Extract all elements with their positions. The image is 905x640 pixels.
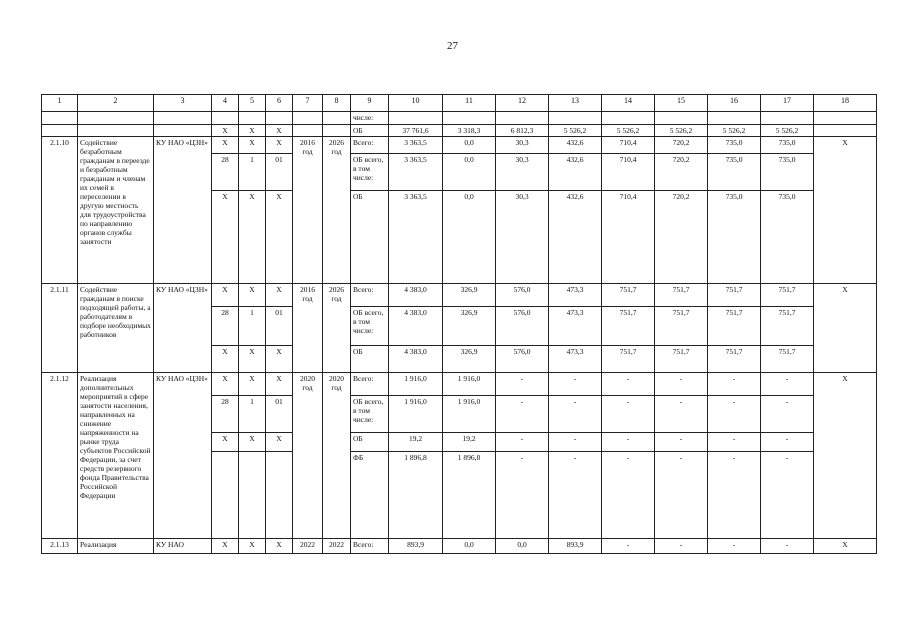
value-cell: 5 526,2 <box>708 125 761 137</box>
table-cell <box>293 125 323 137</box>
value-cell: 5 526,2 <box>549 125 602 137</box>
value-cell: 751,7 <box>602 307 655 346</box>
value-cell: 19,2 <box>389 433 443 452</box>
code-cell: X <box>212 433 239 452</box>
funding-source: Всего: <box>351 137 389 154</box>
funding-source: ОБ <box>351 433 389 452</box>
funding-source: ОБ всего, в том числе: <box>351 307 389 346</box>
value-cell: 1 896,8 <box>443 452 496 539</box>
value-cell: - <box>708 433 761 452</box>
value-cell: 3 363,5 <box>389 191 443 284</box>
value-cell: 751,7 <box>708 284 761 307</box>
code-cell: X <box>266 191 293 284</box>
value-cell: 473,3 <box>549 284 602 307</box>
column-header: 1 <box>42 95 78 112</box>
value-cell: 0,0 <box>443 539 496 554</box>
value-cell: - <box>602 452 655 539</box>
code-cell <box>239 452 266 539</box>
value-cell: - <box>602 433 655 452</box>
value-cell: 5 526,2 <box>761 125 814 137</box>
value-cell: 735,0 <box>761 137 814 154</box>
value-cell: - <box>655 539 708 554</box>
end-year: 2026 год <box>323 284 351 373</box>
code-cell: X <box>266 125 293 137</box>
page-number: 27 <box>447 40 458 52</box>
value-cell: - <box>602 396 655 433</box>
item-name: Реализация дополнительных мероприятий в сфере занятости населения, направленных на снижение напряженности на рынке труда субъектов Российской Федерации, за счет средств резервного фонда Правительства Российской Федерации <box>78 373 154 539</box>
value-cell: 751,7 <box>761 284 814 307</box>
code-cell: X <box>212 373 239 396</box>
funding-source: числе: <box>351 112 389 125</box>
code-cell: X <box>212 346 239 373</box>
value-cell: 735,0 <box>708 191 761 284</box>
value-cell: - <box>549 396 602 433</box>
value-cell: - <box>761 396 814 433</box>
code-cell: 1 <box>239 307 266 346</box>
column-header: 11 <box>443 95 496 112</box>
value-cell: 576,0 <box>496 346 549 373</box>
table-cell <box>42 125 78 137</box>
value-cell: 37 761,6 <box>389 125 443 137</box>
value-cell: 710,4 <box>602 154 655 191</box>
value-cell: - <box>761 373 814 396</box>
item-name: Содействие гражданам в поиске подходящей работы, а работодателям в подборе необходимых работников <box>78 284 154 373</box>
code-cell: X <box>266 137 293 154</box>
code-cell: 1 <box>239 154 266 191</box>
value-cell: 735,0 <box>761 154 814 191</box>
value-cell: - <box>761 433 814 452</box>
value-cell: 473,3 <box>549 307 602 346</box>
executor: КУ НАО «ЦЗН» <box>154 137 212 284</box>
value-cell: 3 363,5 <box>389 154 443 191</box>
funding-source: Всего: <box>351 284 389 307</box>
value-cell: 1 916,0 <box>389 396 443 433</box>
value-cell: 0,0 <box>496 539 549 554</box>
value-cell: 735,0 <box>708 137 761 154</box>
value-cell: 19,2 <box>443 433 496 452</box>
item-number: 2.1.12 <box>42 373 78 539</box>
start-year: 2022 <box>293 539 323 554</box>
column-header: 10 <box>389 95 443 112</box>
table-cell <box>323 125 351 137</box>
value-cell: 326,9 <box>443 307 496 346</box>
table-cell <box>293 112 323 125</box>
code-cell: X <box>212 125 239 137</box>
table-cell <box>549 112 602 125</box>
table-cell <box>389 112 443 125</box>
start-year: 2016 год <box>293 284 323 373</box>
value-cell: 1 916,0 <box>443 396 496 433</box>
value-cell: - <box>655 373 708 396</box>
value-cell: - <box>496 396 549 433</box>
item-number: 2.1.13 <box>42 539 78 554</box>
value-cell: 710,4 <box>602 137 655 154</box>
value-cell: 751,7 <box>761 307 814 346</box>
value-cell: 735,0 <box>761 191 814 284</box>
code-cell: 1 <box>239 396 266 433</box>
table-cell <box>239 112 266 125</box>
code-cell: X <box>212 191 239 284</box>
value-cell: 1 916,0 <box>443 373 496 396</box>
value-cell: - <box>708 539 761 554</box>
item-number: 2.1.11 <box>42 284 78 373</box>
column-header: 12 <box>496 95 549 112</box>
funding-source: Всего: <box>351 373 389 396</box>
value-cell: 751,7 <box>708 307 761 346</box>
item-name: Реализация <box>78 539 154 554</box>
value-cell: 751,7 <box>602 346 655 373</box>
value-cell: 3 363,5 <box>389 137 443 154</box>
column-header: 7 <box>293 95 323 112</box>
value-cell: - <box>708 373 761 396</box>
table-cell <box>154 125 212 137</box>
executor: КУ НАО <box>154 539 212 554</box>
value-cell: 0,0 <box>443 137 496 154</box>
value-cell: 326,9 <box>443 284 496 307</box>
item-number: 2.1.10 <box>42 137 78 284</box>
value-cell: 751,7 <box>655 346 708 373</box>
column-header: 13 <box>549 95 602 112</box>
note-cell: X <box>814 373 877 539</box>
funding-source: Всего: <box>351 539 389 554</box>
code-cell: X <box>266 539 293 554</box>
value-cell: 0,0 <box>443 191 496 284</box>
column-header: 4 <box>212 95 239 112</box>
table-row <box>42 284 877 307</box>
value-cell: - <box>496 452 549 539</box>
funding-source: ОБ <box>351 191 389 284</box>
code-cell: X <box>266 433 293 452</box>
value-cell: - <box>496 373 549 396</box>
value-cell: 751,7 <box>708 346 761 373</box>
value-cell: 751,7 <box>602 284 655 307</box>
value-cell: 30,3 <box>496 137 549 154</box>
value-cell: - <box>708 452 761 539</box>
value-cell: - <box>761 452 814 539</box>
value-cell: 4 383,0 <box>389 307 443 346</box>
code-cell <box>212 452 239 539</box>
value-cell: 735,0 <box>708 154 761 191</box>
table-cell <box>814 112 877 125</box>
code-cell: 28 <box>212 154 239 191</box>
value-cell: 0,0 <box>443 154 496 191</box>
table-cell <box>496 112 549 125</box>
value-cell: - <box>655 452 708 539</box>
column-header: 15 <box>655 95 708 112</box>
code-cell: X <box>239 137 266 154</box>
table-cell <box>212 112 239 125</box>
value-cell: - <box>549 373 602 396</box>
value-cell: - <box>549 452 602 539</box>
funding-source: ОБ всего, в том числе: <box>351 154 389 191</box>
header-row <box>42 95 877 112</box>
table-row <box>42 125 877 137</box>
code-cell: 01 <box>266 396 293 433</box>
value-cell: 710,4 <box>602 191 655 284</box>
value-cell: 6 812,3 <box>496 125 549 137</box>
code-cell: X <box>239 191 266 284</box>
value-cell: 1 896,8 <box>389 452 443 539</box>
table-row <box>42 112 877 125</box>
value-cell: 720,2 <box>655 137 708 154</box>
value-cell: 30,3 <box>496 191 549 284</box>
code-cell <box>266 452 293 539</box>
value-cell: - <box>708 396 761 433</box>
executor: КУ НАО «ЦЗН» <box>154 284 212 373</box>
value-cell: 4 383,0 <box>389 284 443 307</box>
value-cell: 432,6 <box>549 154 602 191</box>
table-cell <box>154 112 212 125</box>
table-cell <box>708 112 761 125</box>
item-name: Содействие безработным гражданам в переезде и безработным гражданам и членам их семей в переселении в другую местность для трудоустройства по направлению органов службы занятости <box>78 137 154 284</box>
table-cell <box>266 112 293 125</box>
funding-source: ОБ всего, в том числе: <box>351 396 389 433</box>
executor: КУ НАО «ЦЗН» <box>154 373 212 539</box>
table-row <box>42 539 877 554</box>
code-cell: X <box>212 284 239 307</box>
end-year: 2026 год <box>323 137 351 284</box>
code-cell: X <box>212 539 239 554</box>
code-cell: X <box>239 346 266 373</box>
column-header: 8 <box>323 95 351 112</box>
code-cell: X <box>239 284 266 307</box>
value-cell: 720,2 <box>655 154 708 191</box>
column-header: 2 <box>78 95 154 112</box>
column-header: 16 <box>708 95 761 112</box>
table-cell <box>761 112 814 125</box>
code-cell: X <box>212 137 239 154</box>
funding-source: ФБ <box>351 452 389 539</box>
value-cell: - <box>761 539 814 554</box>
value-cell: 432,6 <box>549 191 602 284</box>
column-header: 14 <box>602 95 655 112</box>
column-header: 3 <box>154 95 212 112</box>
table-cell <box>602 112 655 125</box>
table-row <box>42 373 877 396</box>
value-cell: - <box>549 433 602 452</box>
value-cell: 30,3 <box>496 154 549 191</box>
value-cell: 576,0 <box>496 284 549 307</box>
code-cell: 01 <box>266 307 293 346</box>
table-cell <box>78 112 154 125</box>
end-year: 2020 год <box>323 373 351 539</box>
code-cell: X <box>239 373 266 396</box>
value-cell: 751,7 <box>761 346 814 373</box>
value-cell: 1 916,0 <box>389 373 443 396</box>
column-header: 5 <box>239 95 266 112</box>
value-cell: 751,7 <box>655 284 708 307</box>
funding-source: ОБ <box>351 125 389 137</box>
table-cell <box>655 112 708 125</box>
table-row <box>42 137 877 154</box>
value-cell: 5 526,2 <box>602 125 655 137</box>
value-cell: 720,2 <box>655 191 708 284</box>
value-cell: 326,9 <box>443 346 496 373</box>
value-cell: - <box>602 373 655 396</box>
code-cell: 28 <box>212 307 239 346</box>
note-cell: X <box>814 539 877 554</box>
value-cell: 751,7 <box>655 307 708 346</box>
column-header: 6 <box>266 95 293 112</box>
table-cell <box>814 125 877 137</box>
code-cell: X <box>239 125 266 137</box>
table-cell <box>78 125 154 137</box>
value-cell: - <box>602 539 655 554</box>
value-cell: 432,6 <box>549 137 602 154</box>
table-cell <box>443 112 496 125</box>
note-cell: X <box>814 284 877 373</box>
value-cell: - <box>655 433 708 452</box>
note-cell: X <box>814 137 877 284</box>
table-cell <box>42 112 78 125</box>
code-cell: 28 <box>212 396 239 433</box>
column-header: 18 <box>814 95 877 112</box>
table-cell <box>323 112 351 125</box>
end-year: 2022 <box>323 539 351 554</box>
value-cell: - <box>655 396 708 433</box>
value-cell: 893,9 <box>549 539 602 554</box>
value-cell: 576,0 <box>496 307 549 346</box>
code-cell: X <box>239 539 266 554</box>
value-cell: 5 526,2 <box>655 125 708 137</box>
code-cell: X <box>239 433 266 452</box>
code-cell: 01 <box>266 154 293 191</box>
value-cell: 473,3 <box>549 346 602 373</box>
budget-table <box>41 94 877 554</box>
funding-source: ОБ <box>351 346 389 373</box>
column-header: 17 <box>761 95 814 112</box>
code-cell: X <box>266 284 293 307</box>
start-year: 2020 год <box>293 373 323 539</box>
code-cell: X <box>266 346 293 373</box>
value-cell: 3 318,3 <box>443 125 496 137</box>
code-cell: X <box>266 373 293 396</box>
value-cell: 4 383,0 <box>389 346 443 373</box>
column-header: 9 <box>351 95 389 112</box>
start-year: 2016 год <box>293 137 323 284</box>
value-cell: 893,9 <box>389 539 443 554</box>
value-cell: - <box>496 433 549 452</box>
